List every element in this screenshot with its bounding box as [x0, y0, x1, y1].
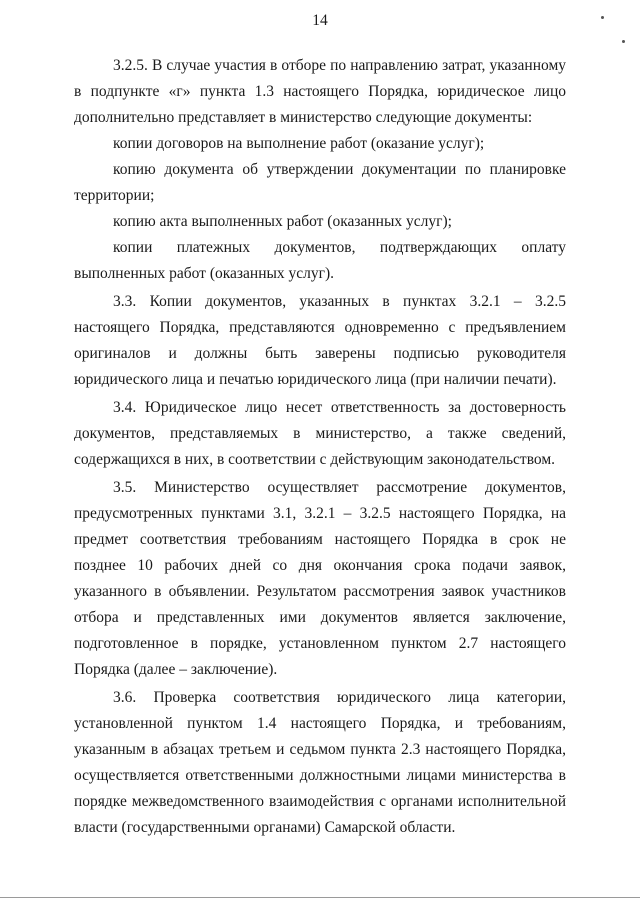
list-item-contracts: копии договоров на выполнение работ (оказание услуг); [113, 135, 485, 152]
list-item-work-acceptance-act: копию акта выполненных работ (оказанных услуг); [113, 213, 452, 230]
paragraph-3-4: 3.4. Юридическое лицо несет ответственность за достоверность документов, представляемых в министерство, а также сведений, содержащихся в них, в соответствии с действующим законодательством. [74, 399, 566, 468]
paragraph-3-2-5: 3.2.5. В случае участия в отборе по направлению затрат, указанному в подпункте «г» пункта 1.3 настоящего Порядка, юридическое лицо дополнительно представляет в министерство следующие документы: [74, 57, 566, 126]
scan-speck-top-right [601, 16, 604, 19]
document-body [74, 53, 566, 841]
page-bottom-edge [0, 897, 640, 898]
scan-speck-right-edge [622, 40, 625, 43]
paragraph-3-6: 3.6. Проверка соответствия юридического лица категории, установленной пунктом 1.4 настоящего Порядка, и требованиям, указанным в абзацах третьем и седьмом пункта 2.3 настоящего Порядка, осуществляется ответственными должностными лицами министерства в порядке межведомственного взаимодействия с органами исполнительной власти (государственными органами) Самарской области. [74, 689, 566, 836]
paragraph-3-5: 3.5. Министерство осуществляет рассмотрение документов, предусмотренных пунктами 3.1, 3.2.1 – 3.2.5 настоящего Порядка, на предмет соответствия требованиям настоящего Порядка в срок не позднее 10 рабочих дней со дня окончания срока подачи заявок, указанного в объявлении. Результатом рассмотрения заявок участников отбора и представленных ими документов является заключение, подготовленное в порядке, установленном пунктом 2.7 настоящего Порядка (далее – заключение). [74, 479, 566, 678]
paragraph-3-3: 3.3. Копии документов, указанных в пунктах 3.2.1 – 3.2.5 настоящего Порядка, представляются одновременно с предъявлением оригиналов и должны быть заверены подписью руководителя юридического лица и печатью юридического лица (при наличии печати). [74, 293, 566, 388]
page-number: 14 [312, 12, 328, 29]
list-item-planning-approval: копию документа об утверждении документации по планировке территории; [74, 161, 566, 204]
list-item-payment-documents: копии платежных документов, подтверждающих оплату выполненных работ (оказанных услуг). [74, 239, 566, 282]
